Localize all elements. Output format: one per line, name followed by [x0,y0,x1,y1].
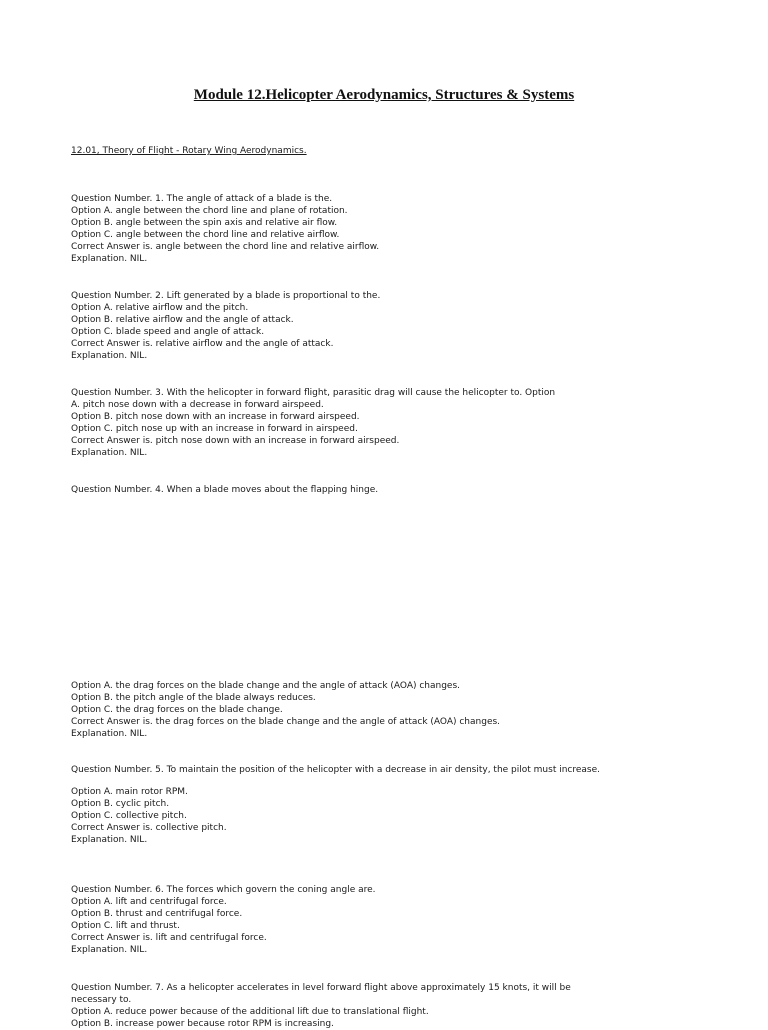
question-block-2 [71,290,631,363]
question-text: Question Number. 6. The forces which govern the coning angle are. [71,885,376,895]
correct-answer: Correct Answer is. the drag forces on the blade change and the angle of attack (AOA) changes. [71,717,501,728]
explanation: Explanation. NIL. [71,254,148,265]
option-a: Option A. lift and centrifugal force. [71,897,227,908]
option-a: A. pitch nose down with a decrease in forward airspeed. [71,400,324,411]
option-b: Option B. pitch nose down with an increase in forward airspeed. [71,412,360,423]
section-heading: 12.01, Theory of Flight - Rotary Wing Aerodynamics. [71,146,307,156]
explanation: Explanation. NIL. [71,945,148,956]
option-a: Option A. angle between the chord line and plane of rotation. [71,206,348,217]
explanation: Explanation. NIL. [71,729,148,740]
question-text: Question Number. 7. As a helicopter accelerates in level forward flight above approximately 15 knots, it will be [71,983,571,993]
option-c: Option C. collective pitch. [71,811,187,822]
option-c: Option C. pitch nose up with an increase in forward in airspeed. [71,424,358,435]
correct-answer: Correct Answer is. angle between the chord line and relative airflow. [71,242,380,253]
explanation: Explanation. NIL. [71,835,148,846]
question-text-cont: necessary to. [71,995,132,1006]
option-b: Option B. relative airflow and the angle of attack. [71,315,294,326]
option-a: Option A. relative airflow and the pitch. [71,303,249,314]
question-block-3 [71,387,631,460]
question-block-6 [71,884,631,957]
option-c: Option C. lift and thrust. [71,921,180,932]
option-a: Option A. the drag forces on the blade change and the angle of attack (AOA) changes. [71,681,461,691]
option-c: Option C. blade speed and angle of attack. [71,327,265,338]
question-block-1 [71,193,631,266]
question-text: Question Number. 2. Lift generated by a blade is proportional to the. [71,291,381,301]
option-a: Option A. main rotor RPM. [71,787,188,798]
option-a: Option A. reduce power because of the additional lift due to translational flight. [71,1007,429,1018]
page-title: Module 12.Helicopter Aerodynamics, Structures & Systems [193,87,575,103]
question-text: Question Number. 4. When a blade moves about the flapping hinge. [71,485,379,495]
correct-answer: Correct Answer is. pitch nose down with an increase in forward airspeed. [71,436,400,447]
question-block-4 [71,484,631,496]
correct-answer: Correct Answer is. collective pitch. [71,823,227,834]
option-c: Option C. the drag forces on the blade change. [71,705,283,716]
question-text: Question Number. 5. To maintain the position of the helicopter with a decrease in air density, the pilot must increase. [71,765,601,775]
option-b: Option B. the pitch angle of the blade always reduces. [71,693,316,704]
question-block-7 [71,982,631,1030]
explanation: Explanation. NIL. [71,448,148,459]
option-b: Option B. thrust and centrifugal force. [71,909,243,920]
correct-answer: Correct Answer is. relative airflow and the angle of attack. [71,339,334,350]
option-b: Option B. cyclic pitch. [71,799,170,810]
question-text: Question Number. 1. The angle of attack of a blade is the. [71,194,333,204]
correct-answer: Correct Answer is. lift and centrifugal force. [71,933,267,944]
question-block-4-options [71,680,631,740]
question-text: Question Number. 3. With the helicopter in forward flight, parasitic drag will cause the helicopter to. Option [71,388,556,398]
option-c: Option C. angle between the chord line and relative airflow. [71,230,340,241]
question-block-5 [71,764,631,847]
option-b: Option B. increase power because rotor RPM is increasing. [71,1019,334,1030]
explanation: Explanation. NIL. [71,351,148,362]
option-b: Option B. angle between the spin axis and relative air flow. [71,218,338,229]
